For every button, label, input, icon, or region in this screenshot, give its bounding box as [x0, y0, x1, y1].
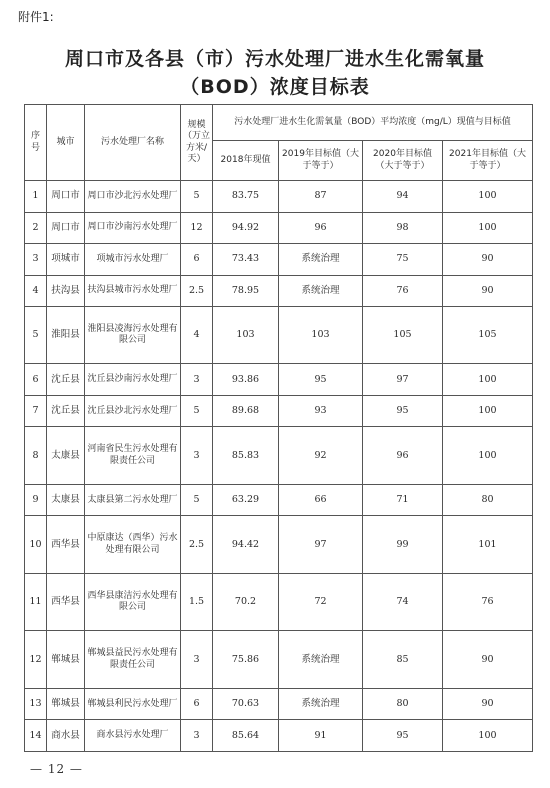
- cell-y2021: 90: [443, 275, 533, 307]
- cell-y2019: 96: [279, 212, 363, 244]
- cell-scale: 3: [181, 427, 213, 484]
- cell-y2019: 系统治理: [279, 275, 363, 307]
- cell-city: 沈丘县: [47, 395, 85, 427]
- cell-y2018: 89.68: [213, 395, 279, 427]
- cell-y2018: 70.2: [213, 573, 279, 630]
- cell-y2021: 105: [443, 307, 533, 364]
- cell-y2020: 80: [363, 688, 443, 720]
- cell-city: 商水县: [47, 720, 85, 752]
- cell-y2019: 系统治理: [279, 631, 363, 688]
- cell-y2020: 105: [363, 307, 443, 364]
- cell-y2019: 87: [279, 181, 363, 213]
- table-row: [25, 516, 533, 573]
- header-seq: 序号: [25, 105, 47, 181]
- cell-plant: 太康县第二污水处理厂: [85, 484, 181, 516]
- cell-y2021: 100: [443, 181, 533, 213]
- cell-y2018: 83.75: [213, 181, 279, 213]
- table-row: [25, 720, 533, 752]
- cell-city: 西华县: [47, 516, 85, 573]
- cell-scale: 5: [181, 484, 213, 516]
- cell-plant: 项城市污水处理厂: [85, 244, 181, 276]
- cell-y2018: 93.86: [213, 364, 279, 396]
- cell-y2021: 90: [443, 688, 533, 720]
- cell-scale: 6: [181, 688, 213, 720]
- table-row: [25, 275, 533, 307]
- cell-seq: 5: [25, 307, 47, 364]
- cell-y2020: 85: [363, 631, 443, 688]
- cell-seq: 2: [25, 212, 47, 244]
- page-title: 周口市及各县（市）污水处理厂进水生化需氧量: [64, 48, 485, 70]
- cell-y2019: 97: [279, 516, 363, 573]
- cell-y2021: 80: [443, 484, 533, 516]
- table-row: [25, 244, 533, 276]
- cell-y2018: 94.92: [213, 212, 279, 244]
- header-plant: 污水处理厂名称: [85, 105, 181, 181]
- cell-city: 周口市: [47, 212, 85, 244]
- cell-y2020: 71: [363, 484, 443, 516]
- cell-y2021: 90: [443, 631, 533, 688]
- cell-y2021: 76: [443, 573, 533, 630]
- table-row: [25, 573, 533, 630]
- cell-y2019: 92: [279, 427, 363, 484]
- cell-city: 项城市: [47, 244, 85, 276]
- header-2019: 2019年目标值（大于等于）: [279, 141, 363, 181]
- cell-scale: 3: [181, 364, 213, 396]
- cell-scale: 2.5: [181, 516, 213, 573]
- cell-y2018: 94.42: [213, 516, 279, 573]
- cell-plant: 中原康达（西华）污水处理有限公司: [85, 516, 181, 573]
- cell-y2021: 100: [443, 364, 533, 396]
- cell-city: 西华县: [47, 573, 85, 630]
- cell-seq: 9: [25, 484, 47, 516]
- cell-city: 太康县: [47, 484, 85, 516]
- cell-plant: 周口市沙北污水处理厂: [85, 181, 181, 213]
- cell-plant: 沈丘县沙南污水处理厂: [85, 364, 181, 396]
- table-row: [25, 688, 533, 720]
- cell-y2021: 100: [443, 720, 533, 752]
- cell-y2019: 系统治理: [279, 244, 363, 276]
- cell-city: 郸城县: [47, 688, 85, 720]
- cell-y2020: 94: [363, 181, 443, 213]
- cell-y2019: 91: [279, 720, 363, 752]
- header-bod-group: 污水处理厂进水生化需氧量（BOD）平均浓度（mg/L）现值与目标值: [213, 105, 533, 141]
- cell-plant: 郸城县利民污水处理厂: [85, 688, 181, 720]
- cell-scale: 3: [181, 720, 213, 752]
- cell-y2018: 63.29: [213, 484, 279, 516]
- cell-y2020: 74: [363, 573, 443, 630]
- cell-seq: 3: [25, 244, 47, 276]
- cell-y2019: 103: [279, 307, 363, 364]
- cell-scale: 1.5: [181, 573, 213, 630]
- cell-y2018: 73.43: [213, 244, 279, 276]
- cell-y2021: 90: [443, 244, 533, 276]
- cell-city: 扶沟县: [47, 275, 85, 307]
- page-number: — 12 —: [30, 762, 83, 776]
- table-row: [25, 364, 533, 396]
- cell-scale: 12: [181, 212, 213, 244]
- cell-y2020: 75: [363, 244, 443, 276]
- cell-y2019: 66: [279, 484, 363, 516]
- cell-seq: 10: [25, 516, 47, 573]
- cell-y2018: 103: [213, 307, 279, 364]
- cell-seq: 6: [25, 364, 47, 396]
- table-row: [25, 631, 533, 688]
- cell-y2021: 101: [443, 516, 533, 573]
- table-row: [25, 307, 533, 364]
- cell-plant: 河南省民生污水处理有限责任公司: [85, 427, 181, 484]
- cell-y2018: 85.83: [213, 427, 279, 484]
- cell-plant: 商水县污水处理厂: [85, 720, 181, 752]
- cell-city: 太康县: [47, 427, 85, 484]
- cell-y2020: 95: [363, 395, 443, 427]
- header-city: 城市: [47, 105, 85, 181]
- table-row: [25, 395, 533, 427]
- cell-seq: 14: [25, 720, 47, 752]
- cell-seq: 8: [25, 427, 47, 484]
- cell-y2021: 100: [443, 212, 533, 244]
- cell-seq: 1: [25, 181, 47, 213]
- cell-y2020: 99: [363, 516, 443, 573]
- cell-seq: 12: [25, 631, 47, 688]
- table-row: [25, 212, 533, 244]
- cell-y2018: 75.86: [213, 631, 279, 688]
- cell-plant: 淮阳县凌海污水处理有限公司: [85, 307, 181, 364]
- header-2020: 2020年目标值（大于等于）: [363, 141, 443, 181]
- cell-plant: 郸城县益民污水处理有限责任公司: [85, 631, 181, 688]
- header-2018: 2018年现值: [213, 141, 279, 181]
- cell-y2018: 70.63: [213, 688, 279, 720]
- cell-city: 周口市: [47, 181, 85, 213]
- cell-city: 郸城县: [47, 631, 85, 688]
- header-2021: 2021年目标值（大于等于）: [443, 141, 533, 181]
- cell-plant: 沈丘县沙北污水处理厂: [85, 395, 181, 427]
- cell-seq: 13: [25, 688, 47, 720]
- cell-seq: 11: [25, 573, 47, 630]
- table-row: [25, 484, 533, 516]
- cell-scale: 4: [181, 307, 213, 364]
- cell-y2019: 93: [279, 395, 363, 427]
- table-body: [25, 181, 533, 752]
- attachment-label: 附件1:: [18, 10, 54, 24]
- cell-scale: 6: [181, 244, 213, 276]
- cell-scale: 3: [181, 631, 213, 688]
- cell-seq: 7: [25, 395, 47, 427]
- cell-y2020: 96: [363, 427, 443, 484]
- cell-plant: 西华县康洁污水处理有限公司: [85, 573, 181, 630]
- cell-scale: 5: [181, 395, 213, 427]
- header-scale: 规模（万立方米/天）: [181, 105, 213, 181]
- cell-y2020: 76: [363, 275, 443, 307]
- cell-city: 沈丘县: [47, 364, 85, 396]
- cell-y2018: 85.64: [213, 720, 279, 752]
- cell-y2020: 97: [363, 364, 443, 396]
- page-subtitle: （BOD）浓度目标表: [180, 76, 370, 98]
- table-row: [25, 181, 533, 213]
- cell-y2020: 98: [363, 212, 443, 244]
- cell-y2019: 95: [279, 364, 363, 396]
- cell-y2019: 系统治理: [279, 688, 363, 720]
- cell-scale: 5: [181, 181, 213, 213]
- table-row: [25, 427, 533, 484]
- cell-y2021: 100: [443, 427, 533, 484]
- cell-plant: 扶沟县城市污水处理厂: [85, 275, 181, 307]
- cell-scale: 2.5: [181, 275, 213, 307]
- cell-y2021: 100: [443, 395, 533, 427]
- cell-y2020: 95: [363, 720, 443, 752]
- cell-seq: 4: [25, 275, 47, 307]
- cell-y2019: 72: [279, 573, 363, 630]
- bod-target-table: [24, 104, 533, 752]
- cell-city: 淮阳县: [47, 307, 85, 364]
- cell-plant: 周口市沙南污水处理厂: [85, 212, 181, 244]
- cell-y2018: 78.95: [213, 275, 279, 307]
